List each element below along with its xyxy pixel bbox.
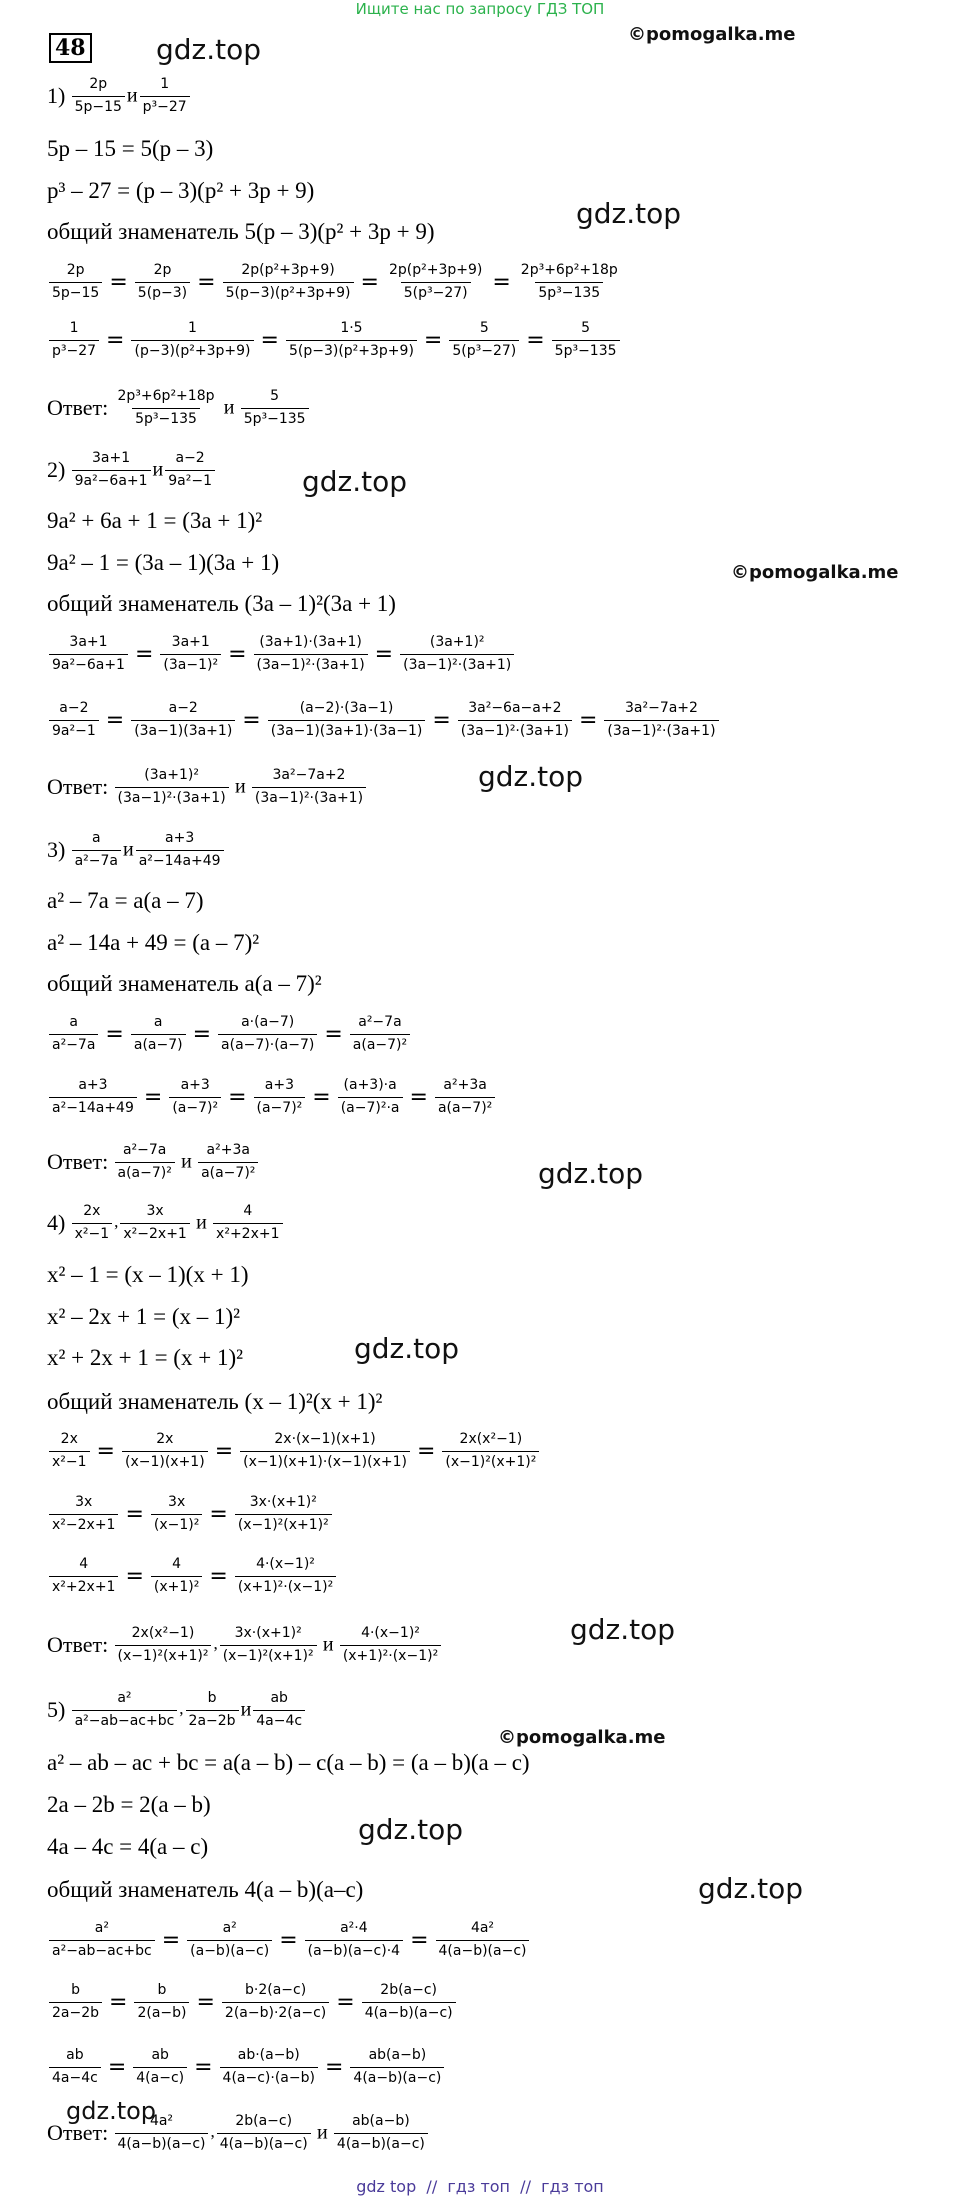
fraction: $\frac{\text{a²}}{\text{a²−ab−ac+bc}}$ [47, 1920, 157, 1960]
fraction: $\frac{\text{4·(x−1)²}}{\text{(x+1)²·(x−1)²}}$ [233, 1556, 338, 1596]
equation-row: $\frac{a+3}{\text{a²−14a+49}}$ = $\frac{a+3}{\text{(a−7)²}}$ = $\frac{a+3}{\text{(a−7)²}}$ = $\frac{(a+3)\cdot a}{\text{(a−7)²·a}}$ = $\frac{\text{a²+3a}}{\text{a(a−7)²}}$ [47, 1077, 497, 1117]
factor-line: a² – 14a + 49 = (a – 7)² [47, 930, 260, 955]
equation-row: $\frac{4}{\text{x²+2x+1}}$ = $\frac{4}{\text{(x+1)²}}$ = $\frac{\text{4·(x−1)²}}{\text{(x+1)²·(x−1)²}}$ [47, 1556, 338, 1596]
fraction: $\frac{a}{\text{a²−7a}}$ [70, 830, 123, 870]
fraction: $\frac{2p}{5p-15}$ [47, 262, 104, 302]
equation-row: $\frac{b}{2a-2b}$ = $\frac{b}{2(a-b)}$ = $\frac{b\cdot 2(a-c)}{2(a-b)\cdot 2(a-c)}$ = $\frac{2b(a-c)}{4(a-b)(a-c)}$ [47, 1982, 458, 2022]
fraction: $\frac{4}{\text{x²+2x+1}}$ [47, 1556, 120, 1596]
answer-row: Ответ: $\frac{\text{2x(x²−1)}}{\text{(x−1)²(x+1)²}}$ , $\frac{\text{3x·(x+1)²}}{\text{(x−1)²(x+1)²}}$ и $\frac{\text{4·(x−1)²}}{\text{(x+1)²·(x−1)²}}$ [47, 1625, 443, 1665]
task-row: 2) $\frac{3a+1}{\text{9a²−6a+1}}$ и $\frac{a-2}{\text{9a²−1}}$ [47, 450, 217, 490]
fraction: $\frac{(a+3)\cdot a}{\text{(a−7)²·a}}$ [336, 1077, 405, 1117]
fraction: $\frac{a-2}{\text{9a²−1}}$ [163, 450, 217, 490]
fraction: $\frac{a}{\text{a²−7a}}$ [47, 1014, 100, 1054]
common-denominator: общий знаменатель 4(a – b)(a–c) [47, 1877, 364, 1902]
part-label: 4) [47, 1210, 66, 1235]
watermark-gdz: gdz.top [570, 1613, 676, 1646]
watermark-gdz: gdz.top [478, 760, 584, 793]
fraction: $\frac{\text{3a²−7a+2}}{\text{(3a−1)²·(3a+1)}}$ [602, 700, 720, 740]
task-row: 3) $\frac{a}{\text{a²−7a}}$ и $\frac{a+3}{\text{a²−14a+49}}$ [47, 830, 226, 870]
factor-line: x² – 2x + 1 = (x – 1)² [47, 1304, 241, 1329]
fraction: $\frac{5}{\text{5p³−135}}$ [550, 320, 622, 360]
fraction: $\frac{\text{a²+3a}}{\text{a(a−7)²}}$ [433, 1077, 497, 1117]
fraction: $\frac{a+3}{\text{a²−14a+49}}$ [134, 830, 226, 870]
equation-row: $\frac{2p}{5p-15}$ = $\frac{2p}{5(p-3)}$ = $\frac{\text{2p(p²+3p+9)}}{\text{5(p−3)(p²+3p+9)}}$ = $\frac{\text{2p(p²+3p+9)}}{\text{5(p³−27)}}$ = $\frac{\text{2p³+6p²+18p}}{\text{5p³−135}}$ [47, 262, 623, 302]
fraction: $\frac{\text{3a²−6a−a+2}}{\text{(3a−1)²·(3a+1)}}$ [456, 700, 574, 740]
footer-links[interactable]: gdz top // гдз топ // гдз топ [356, 2177, 604, 2196]
fraction: $\frac{2p}{5(p-3)}$ [133, 262, 192, 302]
fraction: $\frac{a-2}{\text{9a²−1}}$ [47, 700, 101, 740]
fraction: $\frac{3x}{\text{x²−2x+1}}$ [118, 1203, 191, 1243]
watermark-gdz: gdz.top [358, 1813, 464, 1846]
fraction: $\frac{a-2}{(3a-1)(3a+1)}$ [129, 700, 237, 740]
fraction: $\frac{a+3}{\text{(a−7)²}}$ [252, 1077, 308, 1117]
equation-row: $\frac{3x}{\text{x²−2x+1}}$ = $\frac{3x}{\text{(x−1)²}}$ = $\frac{\text{3x·(x+1)²}}{\text{(x−1)²(x+1)²}}$ [47, 1494, 334, 1534]
part-label: 1) [47, 83, 66, 108]
fraction: $\frac{ab(a-b)}{4(a-b)(a-c)}$ [348, 2047, 446, 2087]
part-label: 3) [47, 837, 66, 862]
problem-number-box: 48 [49, 33, 92, 63]
fraction: $\frac{\text{a²}}{(a-b)(a-c)}$ [185, 1920, 274, 1960]
fraction: $\frac{ab}{4a-4c}$ [251, 1690, 307, 1730]
factor-line: 2a – 2b = 2(a – b) [47, 1792, 211, 1817]
answer-row: Ответ: $\frac{\text{4a²}}{4(a-b)(a-c)}$ , $\frac{2b(a-c)}{4(a-b)(a-c)}$ и $\frac{ab(a-b)}{4(a-b)(a-c)}$ [47, 2113, 430, 2153]
fraction: $\frac{\text{a²}}{\text{a²−ab−ac+bc}}$ [70, 1690, 180, 1730]
fraction: $\frac{\text{a²·4}}{(a-b)(a-c)\cdot 4}$ [303, 1920, 405, 1960]
watermark-gdz: gdz.top [698, 1872, 804, 1905]
fraction: $\frac{\text{2p³+6p²+18p}}{\text{5p³−135}}$ [520, 262, 618, 301]
fraction: $\frac{5}{\text{5(p³−27)}}$ [447, 320, 521, 360]
factor-line: x² + 2x + 1 = (x + 1)² [47, 1345, 243, 1370]
fraction: $\frac{\text{2p(p²+3p+9)}}{\text{5(p³−27)}}$ [388, 262, 483, 301]
fraction: $\frac{a}{a(a-7)}$ [129, 1014, 188, 1054]
equation-row: $\frac{3a+1}{\text{9a²−6a+1}}$ = $\frac{3a+1}{\text{(3a−1)²}}$ = $\frac{(3a+1)\cdot(3a+1)}{\text{(3a−1)²·(3a+1)}}$ = $\frac{\text{(3a+1)²}}{\text{(3a−1)²·(3a+1)}}$ [47, 634, 516, 674]
factor-line: 9a² + 6a + 1 = (3a + 1)² [47, 508, 263, 533]
factor-line: 4a – 4c = 4(a – c) [47, 1834, 209, 1859]
task-row: 4) $\frac{2x}{\text{x²−1}}$ , $\frac{3x}{\text{x²−2x+1}}$ и $\frac{4}{\text{x²+2x+1}}$ [47, 1203, 285, 1243]
fraction: $\frac{ab\cdot(a-b)}{4(a-c)\cdot(a-b)}$ [218, 2047, 320, 2087]
common-denominator: общий знаменатель 5(p – 3)(p² + 3p + 9) [47, 219, 435, 244]
factor-line: x² – 1 = (x – 1)(x + 1) [47, 1262, 249, 1287]
fraction: $\frac{1\cdot 5}{\text{5(p−3)(p²+3p+9)}}$ [284, 320, 419, 360]
answer-row: Ответ: $\frac{\text{(3a+1)²}}{\text{(3a−1)²·(3a+1)}}$ и $\frac{\text{3a²−7a+2}}{\text{(3a−1)²·(3a+1)}}$ [47, 767, 368, 807]
fraction: $\frac{3x}{\text{x²−2x+1}}$ [47, 1494, 120, 1534]
fraction: $\frac{\text{(3a+1)²}}{\text{(3a−1)²·(3a+1)}}$ [113, 767, 231, 807]
equation-row: $\frac{\text{a²}}{\text{a²−ab−ac+bc}}$ = $\frac{\text{a²}}{(a-b)(a-c)}$ = $\frac{\text{a²·4}}{(a-b)(a-c)\cdot 4}$ = $\frac{\text{4a²}}{4(a-b)(a-c)}$ [47, 1920, 531, 1960]
fraction: $\frac{\text{2x(x²−1)}}{\text{(x−1)²(x+1)²}}$ [113, 1625, 214, 1665]
common-denominator: общий знаменатель (3a – 1)²(3a + 1) [47, 591, 396, 616]
fraction: $\frac{5}{\text{5p³−135}}$ [239, 388, 311, 428]
fraction: $\frac{a+3}{\text{(a−7)²}}$ [167, 1077, 223, 1117]
fraction: $\frac{3a+1}{\text{9a²−6a+1}}$ [70, 450, 153, 490]
fraction: $\frac{a+3}{\text{a²−14a+49}}$ [47, 1077, 139, 1117]
fraction: $\frac{2x}{\text{x²−1}}$ [47, 1431, 92, 1471]
fraction: $\frac{\text{4·(x−1)²}}{\text{(x+1)²·(x−1)²}}$ [338, 1625, 443, 1665]
top-banner[interactable]: Ищите нас по запросу ГДЗ ТОП [355, 0, 605, 18]
common-denominator: общий знаменатель (x – 1)²(x + 1)² [47, 1389, 383, 1414]
fraction: $\frac{\text{2x(x²−1)}}{\text{(x−1)²(x+1)²}}$ [440, 1431, 541, 1471]
watermark-gdz: gdz.top [576, 197, 682, 230]
factor-line: 5p – 15 = 5(p – 3) [47, 136, 214, 161]
fraction: $\frac{2x\cdot(x-1)(x+1)}{(x-1)(x+1)\cdot(x-1)(x+1)}$ [238, 1431, 412, 1471]
fraction: $\frac{1}{\text{p³−27}}$ [138, 76, 192, 116]
fraction: $\frac{\text{3a²−7a+2}}{\text{(3a−1)²·(3a+1)}}$ [250, 767, 368, 807]
factor-line: 9a² – 1 = (3a – 1)(3a + 1) [47, 550, 280, 575]
fraction: $\frac{\text{4a²}}{4(a-b)(a-c)}$ [113, 2113, 211, 2153]
fraction: $\frac{\text{a²+3a}}{\text{a(a−7)²}}$ [196, 1142, 260, 1182]
fraction: $\frac{3a+1}{\text{(3a−1)²}}$ [158, 634, 223, 674]
watermark-gdz: gdz.top [302, 465, 408, 498]
fraction: $\frac{3a+1}{\text{9a²−6a+1}}$ [47, 634, 130, 674]
answer-row: Ответ: $\frac{\text{a²−7a}}{\text{a(a−7)²}}$ и $\frac{\text{a²+3a}}{\text{a(a−7)²}}$ [47, 1142, 260, 1182]
fraction: $\frac{\text{3x·(x+1)²}}{\text{(x−1)²(x+1)²}}$ [218, 1625, 319, 1665]
part-label: 2) [47, 457, 66, 482]
fraction: $\frac{\text{a²−7a}}{\text{a(a−7)²}}$ [113, 1142, 177, 1182]
fraction: $\frac{2b(a-c)}{4(a-b)(a-c)}$ [215, 2113, 313, 2153]
factor-line: a² – ab – ac + bc = a(a – b) – c(a – b) = (a – b)(a – c) [47, 1750, 530, 1775]
equation-row: $\frac{ab}{4a-4c}$ = $\frac{ab}{4(a-c)}$ = $\frac{ab\cdot(a-b)}{4(a-c)\cdot(a-b)}$ = $\frac{ab(a-b)}{4(a-b)(a-c)}$ [47, 2047, 446, 2087]
watermark-pomogalka: ©pomogalka.me [498, 1727, 666, 1748]
fraction: $\frac{2x}{\text{x²−1}}$ [70, 1203, 115, 1243]
watermark-pomogalka: ©pomogalka.me [628, 24, 796, 45]
fraction: $\frac{ab}{4(a-c)}$ [131, 2047, 189, 2087]
fraction: $\frac{b}{2a-2b}$ [47, 1982, 104, 2022]
part-label: 5) [47, 1697, 66, 1722]
fraction: $\frac{\text{2p(p²+3p+9)}}{\text{5(p−3)(p²+3p+9)}}$ [221, 262, 356, 302]
fraction: $\frac{1}{\text{(p−3)(p²+3p+9)}}$ [129, 320, 255, 360]
fraction: $\frac{\text{4a²}}{4(a-b)(a-c)}$ [434, 1920, 532, 1960]
fraction: $\frac{4}{\text{x²+2x+1}}$ [211, 1203, 284, 1243]
fraction: $\frac{a\cdot(a-7)}{a(a-7)\cdot(a-7)}$ [216, 1014, 319, 1054]
fraction: $\frac{2b(a-c)}{4(a-b)(a-c)}$ [360, 1982, 458, 2022]
fraction: $\frac{4}{\text{(x+1)²}}$ [149, 1556, 204, 1596]
fraction: $\frac{\text{2p³+6p²+18p}}{\text{5p³−135}}$ [117, 388, 215, 427]
factor-line: p³ – 27 = (p – 3)(p² + 3p + 9) [47, 178, 315, 203]
equation-row: $\frac{1}{\text{p³−27}}$ = $\frac{1}{\text{(p−3)(p²+3p+9)}}$ = $\frac{1\cdot 5}{\text{5(p−3)(p²+3p+9)}}$ = $\frac{5}{\text{5(p³−27)}}$ = $\frac{5}{\text{5p³−135}}$ [47, 320, 622, 360]
watermark-pomogalka: ©pomogalka.me [731, 562, 899, 583]
fraction: $\frac{ab(a-b)}{4(a-b)(a-c)}$ [332, 2113, 430, 2153]
fraction: $\frac{\text{(3a+1)²}}{\text{(3a−1)²·(3a+1)}}$ [398, 634, 516, 674]
task-row: 1) $\frac{2p}{5p-15}$ и $\frac{1}{\text{p³−27}}$ [47, 76, 192, 116]
watermark-gdz: gdz.top [156, 33, 262, 66]
equation-row: $\frac{2x}{\text{x²−1}}$ = $\frac{2x}{(x-1)(x+1)}$ = $\frac{2x\cdot(x-1)(x+1)}{(x-1)(x+1)\cdot(x-1)(x+1)}$ = $\frac{\text{2x(x²−1)}}{\text{(x−1)²(x+1)²}}$ [47, 1431, 541, 1471]
fraction: $\frac{2p}{5p-15}$ [70, 76, 127, 116]
fraction: $\frac{b}{2a-2b}$ [184, 1690, 241, 1730]
fraction: $\frac{ab}{4a-4c}$ [47, 2047, 103, 2087]
factor-line: a² – 7a = a(a – 7) [47, 888, 204, 913]
watermark-gdz: gdz.top [354, 1332, 460, 1365]
fraction: $\frac{(a-2)\cdot(3a-1)}{(3a-1)(3a+1)\cdot(3a-1)}$ [266, 700, 428, 740]
fraction: $\frac{3x}{\text{(x−1)²}}$ [149, 1494, 204, 1534]
fraction: $\frac{\text{3x·(x+1)²}}{\text{(x−1)²(x+1)²}}$ [233, 1494, 334, 1534]
fraction: $\frac{b\cdot 2(a-c)}{2(a-b)\cdot 2(a-c)}$ [220, 1982, 331, 2022]
watermark-gdz: gdz.top [66, 2097, 157, 2125]
fraction: $\frac{1}{\text{p³−27}}$ [47, 320, 101, 360]
fraction: $\frac{2x}{(x-1)(x+1)}$ [120, 1431, 210, 1471]
answer-row: Ответ: $\frac{\text{2p³+6p²+18p}}{\text{5p³−135}}$ и $\frac{5}{\text{5p³−135}}$ [47, 388, 311, 428]
task-row: 5) $\frac{\text{a²}}{\text{a²−ab−ac+bc}}$ , $\frac{b}{2a-2b}$ и $\frac{ab}{4a-4c}$ [47, 1690, 307, 1730]
equation-row: $\frac{a-2}{\text{9a²−1}}$ = $\frac{a-2}{(3a-1)(3a+1)}$ = $\frac{(a-2)\cdot(3a-1)}{(3a-1)(3a+1)\cdot(3a-1)}$ = $\frac{\text{3a²−6a−a+2}}{\text{(3a−1)²·(3a+1)}}$ = $\frac{\text{3a²−7a+2}}{\text{(3a−1)²·(3a+1)}}$ [47, 700, 721, 740]
fraction: $\frac{b}{2(a-b)}$ [132, 1982, 191, 2022]
common-denominator: общий знаменатель a(a – 7)² [47, 971, 322, 996]
watermark-gdz: gdz.top [538, 1157, 644, 1190]
fraction: $\frac{(3a+1)\cdot(3a+1)}{\text{(3a−1)²·(3a+1)}}$ [252, 634, 370, 674]
fraction: $\frac{\text{a²−7a}}{\text{a(a−7)²}}$ [348, 1014, 412, 1054]
equation-row: $\frac{a}{\text{a²−7a}}$ = $\frac{a}{a(a-7)}$ = $\frac{a\cdot(a-7)}{a(a-7)\cdot(a-7)}$ = $\frac{\text{a²−7a}}{\text{a(a−7)²}}$ [47, 1014, 412, 1054]
